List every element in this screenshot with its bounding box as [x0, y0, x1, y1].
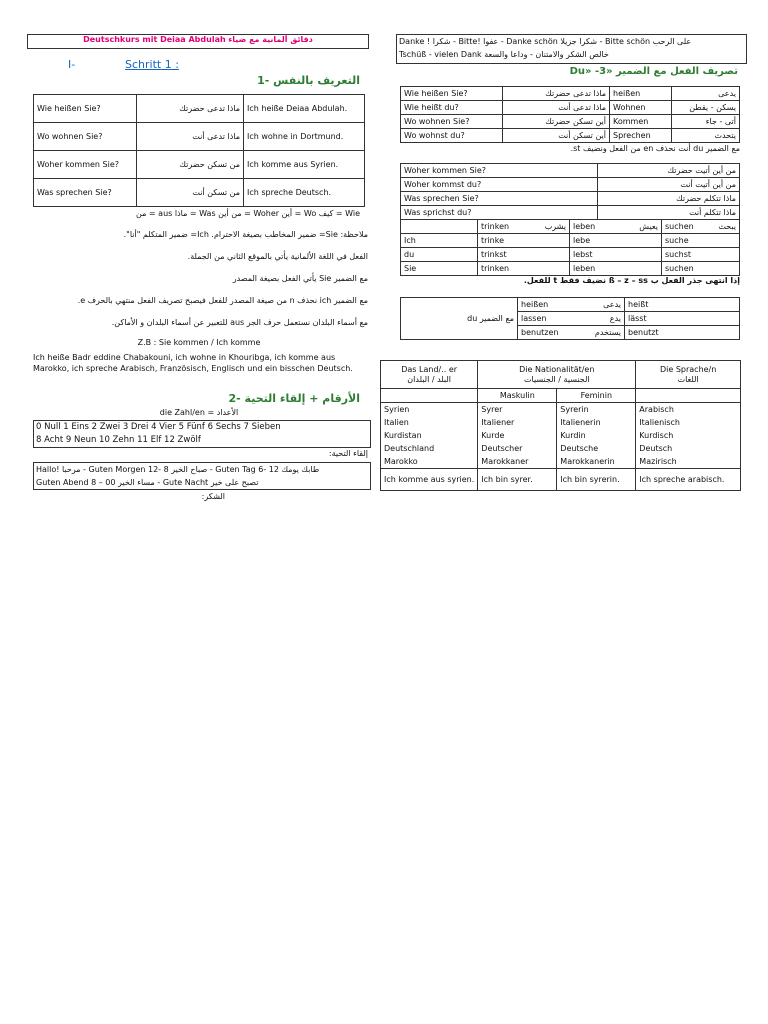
example-cell: Ich komme aus syrien.	[381, 469, 478, 491]
verb-head	[570, 220, 662, 234]
verb-arabic-cell: يسكن - يقطن	[672, 101, 740, 115]
verb-cell: Wohnen	[610, 101, 672, 115]
nat-item: Deutscher	[481, 444, 523, 453]
sec2-heading: الأرقام + إلقاء التحية -2	[228, 392, 360, 405]
thanks-box	[396, 34, 747, 64]
form-cell: suche	[662, 234, 740, 248]
answer-cell: Ich komme aus Syrien.	[244, 151, 365, 179]
form-cell: trinken	[478, 262, 570, 276]
course-title	[27, 34, 369, 49]
verb-arabic-cell: يتحدث	[672, 129, 740, 143]
fem-header: Feminin	[557, 389, 636, 403]
arabic-cell: من أين أتيت أنت	[598, 178, 740, 192]
verb-cell: Kommen	[610, 115, 672, 129]
masc-header: Maskulin	[478, 389, 557, 403]
question-cell: Woher kommen Sie?	[34, 151, 137, 179]
woher-table	[400, 163, 740, 220]
thanks-line: Tschüß - vielen Dank خالص الشكر والامتنان - وداعا والسعة	[399, 50, 609, 59]
nat-header-de: Die Nationalität/en	[519, 364, 595, 374]
course-title-ar: دقائق ألمانية مع ضياء	[228, 35, 313, 44]
table-row	[401, 192, 740, 206]
pronoun-cell: Ich	[401, 234, 478, 248]
numbers-box	[33, 420, 371, 448]
question-words: Wie = كيف Wo = أين Woher = من أين Was = ماذا aus = من	[136, 209, 360, 218]
table-row	[401, 248, 740, 262]
arabic-cell: من أين أتيت حضرتك	[598, 164, 740, 178]
table-row	[401, 206, 740, 220]
example-line: Z.B : Sie kommen / Ich komme	[137, 338, 261, 347]
nat-item: Marokkanerin	[560, 457, 615, 466]
note-line: ملاحظة: Sie= ضمير المخاطب بصيغة الاحترام. Ich= ضمير المتكلم "أنا".	[123, 230, 368, 239]
table-row	[401, 101, 740, 115]
form-cell: lässt	[625, 312, 740, 326]
arabic-cell: ماذا تتكلم حضرتك	[598, 192, 740, 206]
nat-item: Kurde	[481, 431, 505, 440]
table-row	[34, 179, 365, 207]
pronoun-cell: Sie	[401, 262, 478, 276]
arabic-cell: ماذا تتكلم أنت	[598, 206, 740, 220]
question-cell: Wie heißt du?	[401, 101, 503, 115]
note-line: مع الضمير Sie يأتي الفعل بصيغة المصدر	[232, 274, 368, 283]
example-cell: Ich spreche arabisch.	[636, 469, 741, 491]
table-row	[381, 389, 741, 403]
arabic-cell: ماذا تدعى حضرتك	[137, 95, 244, 123]
thanks-line: Danke ! شكرا - Bitte! عفوا - Danke schön شكرا جزيلا - Bitte schön على الرحب	[399, 37, 692, 46]
form-cell: lebe	[570, 234, 662, 248]
greeting-box	[33, 462, 371, 490]
table-row	[401, 115, 740, 129]
verb-head	[662, 220, 740, 234]
question-cell: Wo wohnen Sie?	[34, 123, 137, 151]
table-row	[401, 262, 740, 276]
irregular-table	[400, 297, 740, 340]
form-cell: suchen	[662, 262, 740, 276]
greeting-line: Guten Abend 8 – 00 مساء الخير - Gute Nacht تصبح على خير	[36, 478, 259, 487]
question-cell: Was sprechen Sie?	[34, 179, 137, 207]
nat-item: Deutsche	[560, 444, 599, 453]
numbers-subheading: die Zahl/en = الأعداد	[159, 408, 239, 417]
example-paragraph: Ich heiße Badr eddine Chabakouni, ich wohne in Khouribga, ich komme aus Marokko, ich spreche Arabisch, Französisch, Englisch und ein bisschen Deutsch.	[33, 353, 353, 373]
question-cell: Wie heißen Sie?	[34, 95, 137, 123]
verb-head-ar: يشرب	[544, 222, 566, 231]
table-row	[401, 87, 740, 101]
du-note: مع الضمير du أنت نحذف en من الفعل ونضيف st.	[570, 144, 740, 153]
nationality-header	[478, 361, 636, 389]
arabic-cell: أين تسكن أنت	[503, 129, 610, 143]
verb-head-ar: يعيش	[639, 222, 658, 231]
lang-item: Arabisch	[639, 405, 674, 414]
example-cell: Ich bin syrer.	[478, 469, 557, 491]
answer-cell: Ich spreche Deutsch.	[244, 179, 365, 207]
question-cell: Wie heißen Sie?	[401, 87, 503, 101]
form-cell: lebst	[570, 248, 662, 262]
verb-cell	[518, 312, 625, 326]
verb-cell	[518, 326, 625, 340]
verb-cell	[518, 298, 625, 312]
verb-head-de: suchen	[665, 222, 694, 231]
greeting-heading: إلقاء التحية:	[328, 449, 368, 458]
arabic-cell: ماذا تدعى أنت	[137, 123, 244, 151]
verb-head-de: trinken	[481, 222, 510, 231]
verb-arabic-cell: يدعى	[672, 87, 740, 101]
lang-item: Deutsch	[639, 444, 673, 453]
intro-table	[33, 94, 365, 207]
verb-head-ar: يبحث	[718, 222, 736, 231]
table-row	[34, 95, 365, 123]
numbers-line: 0 Null 1 Eins 2 Zwei 3 Drei 4 Vier 5 Fünf 6 Sechs 7 Sieben	[36, 422, 281, 432]
lands-cell	[381, 403, 478, 469]
table-row	[381, 403, 741, 469]
question-cell: Was sprichst du?	[401, 206, 598, 220]
verb-de: lassen	[521, 314, 547, 323]
thanks-heading: الشكر:	[201, 492, 225, 501]
form-cell: trinke	[478, 234, 570, 248]
form-cell: benutzt	[625, 326, 740, 340]
question-cell: Woher kommst du?	[401, 178, 598, 192]
verb-arabic-cell: أتى - جاء	[672, 115, 740, 129]
land-header	[381, 361, 478, 389]
verb-de: benutzen	[521, 328, 559, 337]
nat-item: Syrerin	[560, 405, 589, 414]
fem-cell	[557, 403, 636, 469]
course-title-de: Deutschkurs mit Deiaa Abdulah	[83, 35, 226, 44]
form-cell: suchst	[662, 248, 740, 262]
verb-de: heißen	[521, 300, 549, 309]
land-item: Kurdistan Deutschland	[384, 431, 435, 453]
table-row	[401, 220, 740, 234]
table-row	[34, 123, 365, 151]
verb-ar: يدع	[609, 314, 621, 323]
nat-item: Marokkaner	[481, 457, 529, 466]
land-item: Marokko	[384, 457, 418, 466]
table-row	[401, 129, 740, 143]
lang-cell	[636, 403, 741, 469]
table-row	[401, 234, 740, 248]
form-cell: leben	[570, 262, 662, 276]
verb-cell: heißen	[610, 87, 672, 101]
arabic-cell: من تسكن أنت	[137, 179, 244, 207]
note-line: مع الضمير ich نحذف n من صيغة المصدر للفعل فيصبح تصريف الفعل منتهي بالحرف e.	[77, 296, 368, 305]
nations-table	[380, 360, 741, 491]
masc-cell	[478, 403, 557, 469]
schritt-title: Schritt 1 :	[125, 58, 179, 71]
example-cell: Ich bin syrerin.	[557, 469, 636, 491]
land-item: Italien	[384, 418, 409, 427]
question-cell: Wo wohnen Sie?	[401, 115, 503, 129]
form-cell: trinkst	[478, 248, 570, 262]
lang-header-de: Die Sprache/n	[659, 364, 717, 374]
verb-ar: يدعى	[603, 300, 621, 309]
table-row	[381, 469, 741, 491]
verb-head	[478, 220, 570, 234]
table-row	[401, 178, 740, 192]
verb-ar: يستخدم	[594, 328, 621, 337]
lang-item: Kurdisch	[639, 431, 674, 440]
sec3-heading: تصريف الفعل مع الضمير «Du» -3	[569, 66, 738, 77]
land-header-de: Das Land/.. er	[401, 364, 458, 374]
lang-item: Mazirisch	[639, 457, 677, 466]
answer-cell: Ich wohne in Dortmund.	[244, 123, 365, 151]
verb-head-de: leben	[573, 222, 596, 231]
table-row	[34, 151, 365, 179]
form-cell: heißt	[625, 298, 740, 312]
du-table	[400, 86, 740, 143]
nat-item: Kurdin	[560, 431, 586, 440]
nat-header-ar: الجنسية / الجنسيات	[523, 374, 590, 384]
arabic-cell: أين تسكن حضرتك	[503, 115, 610, 129]
greeting-line: Hallo! مرحبا - Guten Morgen 12- 8 صباح الخير - Guten Tag 6- 12 طابك يومك	[36, 465, 320, 474]
land-item: Syrien	[384, 405, 410, 414]
numbers-line: 8 Acht 9 Neun 10 Zehn 11 Elf 12 Zwölf	[36, 435, 201, 445]
verb-cell: Sprechen	[610, 129, 672, 143]
arabic-cell: ماذا تدعى حضرتك	[503, 87, 610, 101]
table-row	[401, 298, 740, 312]
section-roman: I-	[68, 58, 76, 71]
table-row	[401, 164, 740, 178]
nat-item: Italiener	[481, 418, 515, 427]
answer-cell: Ich heiße Deiaa Abdulah.	[244, 95, 365, 123]
lang-item: Italienisch	[639, 418, 680, 427]
land-header-ar: البلد / البلدان	[407, 374, 452, 384]
lang-header-ar: اللغات	[677, 374, 699, 384]
nat-item: Syrer	[481, 405, 503, 414]
language-header	[636, 361, 741, 389]
note-line: الفعل في اللغة الألمانية يأتي بالموقع الثاني من الجملة.	[187, 252, 368, 261]
sec1-heading: التعريف بالنفس -1	[257, 74, 360, 87]
pronoun-cell: du	[401, 248, 478, 262]
note-line: مع أسماء البلدان نستعمل حرف الجر aus للتعبير عن أسماء البلدان و الأماكن.	[111, 318, 368, 327]
question-cell: Woher kommen Sie?	[401, 164, 598, 178]
nat-item: Italienerin	[560, 418, 601, 427]
conjugation-table	[400, 219, 740, 276]
arabic-cell: ماذا تدعى أنت	[503, 101, 610, 115]
table-row	[381, 361, 741, 389]
pronoun-label: مع الضمير du	[401, 298, 518, 340]
ending-note: إذا انتهى جذر الفعل ب ß – z – ss نضيف فقط t للفعل.	[523, 276, 740, 285]
question-cell: Was sprechen Sie?	[401, 192, 598, 206]
question-cell: Wo wohnst du?	[401, 129, 503, 143]
arabic-cell: من تسكن حضرتك	[137, 151, 244, 179]
